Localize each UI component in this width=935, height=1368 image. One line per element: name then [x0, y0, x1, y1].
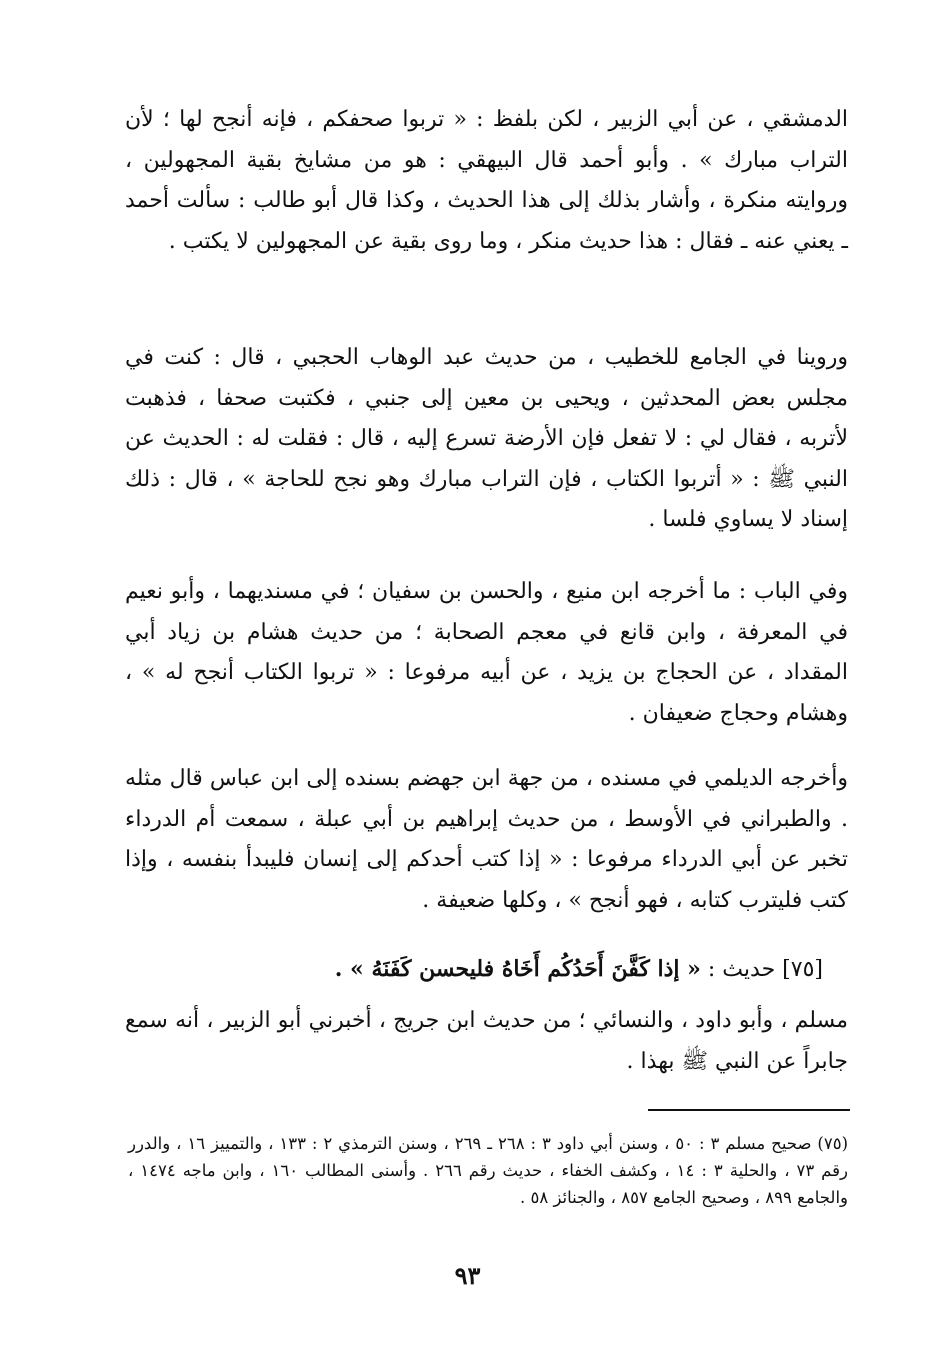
paragraph-5: مسلم ، وأبو داود ، والنسائي ؛ من حديث ابن جريج ، أخبرني أبو الزبير ، أنه سمع جابراً عن النبي ﷺ بهذا . [125, 1008, 849, 1074]
hadith-label: حديث : [707, 957, 776, 982]
footnote: (٧٥) صحيح مسلم ٣ : ٥٠ ، وسنن أبي داود ٣ : ٢٦٨ ـ ٢٦٩ ، وسنن الترمذي ٢ : ١٣٣ ، والتمييز ١٦ ، والدرر رقم ٧٣ ، والحلية ٣ : ١٤ ، وكشف الخفاء ، حديث رقم ٢٦٦ . وأسنى المطالب ١٦٠ ، وابن ماجه ١٤٧٤ ، والجامع ٨٩٩ ، وصحيح الجامع ٨٥٧ ، والجنائز ٥٨ . [128, 1134, 849, 1207]
hadith-number: [٧٥] [782, 957, 823, 982]
paragraph-4: وأخرجه الديلمي في مسنده ، من جهة ابن جهضم بسنده إلى ابن عباس قال مثله . والطبراني في الأوسط ، من حديث إبراهيم بن أبي عبلة ، سمعت أم الدرداء تخبر عن أبي الدرداء مرفوعا : « إذا كتب أحدكم إلى إنسان فليبدأ بنفسه ، وإذا كتب فليترب كتابه ، فهو أنجح » ، وكلها ضعيفة . [125, 766, 848, 913]
paragraph-1: الدمشقي ، عن أبي الزبير ، لكن بلفظ : « تربوا صحفكم ، فإنه أنجح لها ؛ لأن التراب مبارك » . وأبو أحمد قال البيهقي : هو من مشايخ بقية المجهولين ، وروايته منكرة ، وأشار بذلك إلى هذا الحديث ، وكذا قال أبو طالب : سألت أحمد ـ يعني عنه ـ فقال : هذا حديث منكر ، وما روى بقية عن المجهولين لا يكتب . [125, 107, 848, 254]
footnote-divider [648, 1109, 850, 1111]
hadith-text: « إذا كَفَّنَ أَحَدُكُم أَخَاهُ فليحسن كَفَنَهُ » . [334, 956, 701, 982]
paragraph-2: وروينا في الجامع للخطيب ، من حديث عبد الوهاب الحجبي ، قال : كنت في مجلس بعض المحدثين ، ويحيى بن معين إلى جنبي ، فكتبت صحفا ، فذهبت لأتربه ، فقال لي : لا تفعل فإن الأرضة تسرع إليه ، قال : فقلت له : الحديث عن النبي ﷺ : « أتربوا الكتاب ، فإن التراب مبارك وهو نجح للحاجة » ، قال : ذلك إسناد لا يساوي فلسا . [125, 345, 848, 532]
page-number: ٩٣ [454, 1261, 481, 1290]
paragraph-3: وفي الباب : ما أخرجه ابن منيع ، والحسن بن سفيان ؛ في مسنديهما ، وأبو نعيم في المعرفة ، وابن قانع في معجم الصحابة ؛ من حديث هشام بن زياد أبي المقداد ، عن الحجاج بن يزيد ، عن أبيه مرفوعا : « تربوا الكتاب أنجح له » ، وهشام وحجاج ضعيفان . [125, 579, 849, 726]
hadith-heading [335, 949, 823, 990]
